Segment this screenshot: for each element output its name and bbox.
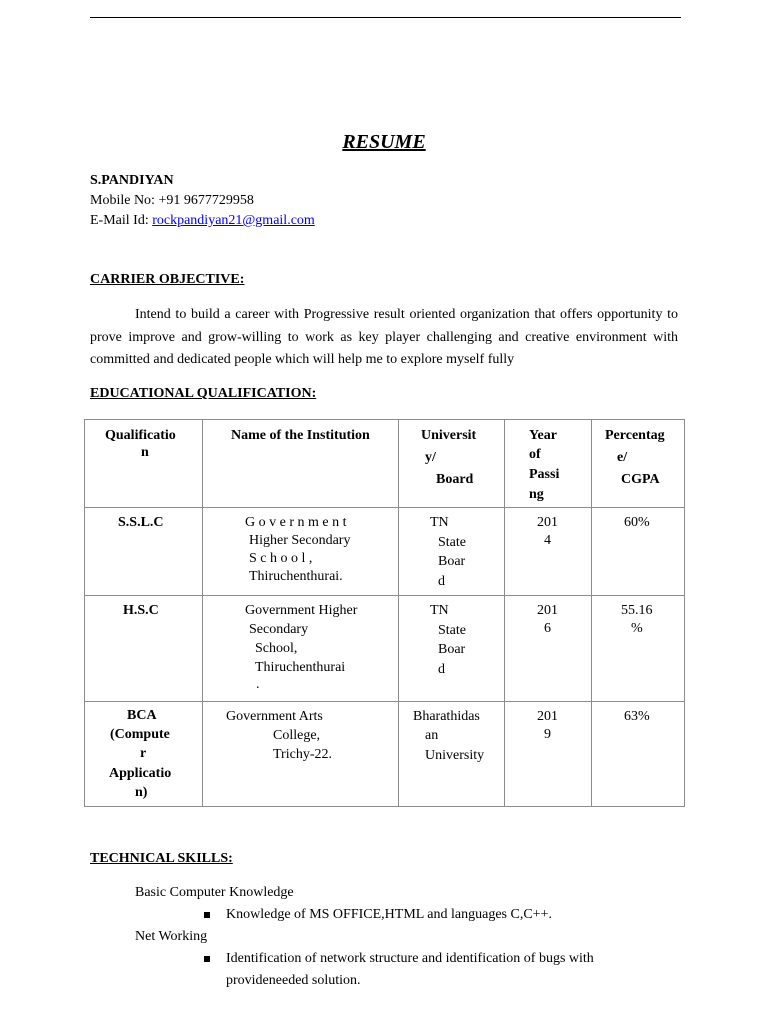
- qualification-text: (Compute: [110, 727, 170, 742]
- header-year: [505, 420, 592, 508]
- header-percentage: [592, 420, 685, 508]
- header-text: y/: [425, 450, 436, 465]
- header-university: [399, 420, 505, 508]
- objective-heading: CARRIER OBJECTIVE:: [90, 272, 245, 287]
- header-text: Passi: [529, 467, 560, 482]
- table-header-row: [85, 420, 685, 508]
- row-board: [399, 702, 505, 807]
- row-qualification: [85, 702, 203, 807]
- year-text: 4: [544, 533, 551, 548]
- row-qualification: [85, 596, 203, 702]
- institution-text: Thiruchenthurai.: [249, 569, 343, 584]
- board-text: d: [438, 662, 445, 677]
- board-text: Bharathidas: [413, 709, 480, 724]
- row-year: [505, 702, 592, 807]
- header-qualification: [85, 420, 203, 508]
- institution-text: Trichy-22.: [273, 747, 332, 762]
- row-qualification: [85, 508, 203, 596]
- header-text: Board: [436, 472, 474, 487]
- email-link[interactable]: rockpandiyan21@gmail.com: [152, 213, 315, 228]
- row-institution: [203, 596, 399, 702]
- skill-group-title: Basic Computer Knowledge: [135, 885, 294, 900]
- qualification-text: H.S.C: [123, 603, 159, 618]
- row-percentage: [592, 702, 685, 807]
- percentage-text: 60%: [624, 515, 650, 530]
- table-row: [85, 596, 685, 702]
- skill-item: Knowledge of MS OFFICE,HTML and languages C,C++.: [226, 907, 552, 922]
- qualification-text: BCA: [127, 708, 157, 723]
- board-text: d: [438, 574, 445, 589]
- education-table: [84, 419, 685, 807]
- table-row: [85, 702, 685, 807]
- percentage-text: 55.16: [621, 603, 653, 618]
- board-text: TN: [430, 515, 449, 530]
- board-text: an: [425, 728, 439, 743]
- header-institution: [203, 420, 399, 508]
- institution-text: Secondary: [249, 622, 309, 637]
- row-year: [505, 508, 592, 596]
- institution-text: College,: [273, 728, 321, 743]
- board-text: TN: [430, 603, 449, 618]
- header-text: Year: [529, 428, 557, 443]
- header-text: ng: [529, 487, 544, 502]
- year-text: 6: [544, 621, 551, 636]
- header-text: Name of the Institution: [231, 428, 370, 443]
- year-text: 201: [537, 709, 558, 724]
- row-percentage: [592, 508, 685, 596]
- header-text: Percentag: [605, 428, 665, 443]
- institution-text: Government Higher: [245, 603, 358, 618]
- board-text: State: [438, 535, 466, 550]
- institution-text: Thiruchenthurai: [255, 660, 346, 675]
- resume-title: RESUME: [342, 131, 426, 153]
- table-row: [85, 508, 685, 596]
- qualification-text: S.S.L.C: [118, 515, 164, 530]
- board-text: Boar: [438, 642, 466, 657]
- skill-item: Identification of network structure and identification of bugs with: [226, 951, 594, 966]
- email-line: [90, 213, 315, 229]
- education-heading: EDUCATIONAL QUALIFICATION:: [90, 386, 317, 401]
- percentage-text: 63%: [624, 709, 650, 724]
- board-text: Boar: [438, 554, 466, 569]
- header-text: Qualificatio: [105, 428, 176, 443]
- email-label: E-Mail Id:: [90, 213, 153, 228]
- bullet-icon: [204, 956, 210, 962]
- row-year: [505, 596, 592, 702]
- header-text: Universit: [421, 428, 477, 443]
- row-percentage: [592, 596, 685, 702]
- percentage-text: %: [631, 621, 643, 636]
- board-text: State: [438, 623, 466, 638]
- qualification-text: n): [135, 785, 148, 800]
- institution-text: G o v e r n m e n t: [245, 515, 347, 530]
- objective-text: Intend to build a career with Progressive result oriented organization that offers opportunity to prove improve and grow-willing to work as key player challenging and creative environment with committed and dedicated people which will help me to explore myself fully: [90, 307, 678, 367]
- qualification-text: Applicatio: [109, 766, 172, 781]
- institution-text: S c h o o l ,: [249, 551, 313, 566]
- institution-text: .: [256, 677, 260, 692]
- candidate-name: S.PANDIYAN: [90, 173, 174, 188]
- header-text: n: [141, 445, 149, 460]
- row-board: [399, 596, 505, 702]
- year-text: 9: [544, 727, 551, 742]
- mobile-number: Mobile No: +91 9677729958: [90, 193, 254, 208]
- row-board: [399, 508, 505, 596]
- row-institution: [203, 702, 399, 807]
- qualification-text: r: [140, 746, 147, 761]
- bullet-icon: [204, 912, 210, 918]
- institution-text: School,: [255, 641, 298, 656]
- board-text: University: [425, 748, 485, 763]
- skill-item: provideneeded solution.: [226, 973, 361, 988]
- institution-text: Government Arts: [226, 709, 323, 724]
- header-text: CGPA: [621, 472, 660, 487]
- row-institution: [203, 508, 399, 596]
- header-text: e/: [617, 450, 628, 465]
- year-text: 201: [537, 603, 558, 618]
- header-text: of: [529, 447, 541, 462]
- year-text: 201: [537, 515, 558, 530]
- skill-group-title: Net Working: [135, 929, 208, 944]
- skills-heading: TECHNICAL SKILLS:: [90, 851, 233, 866]
- institution-text: Higher Secondary: [249, 533, 351, 548]
- header-rule: [90, 17, 681, 18]
